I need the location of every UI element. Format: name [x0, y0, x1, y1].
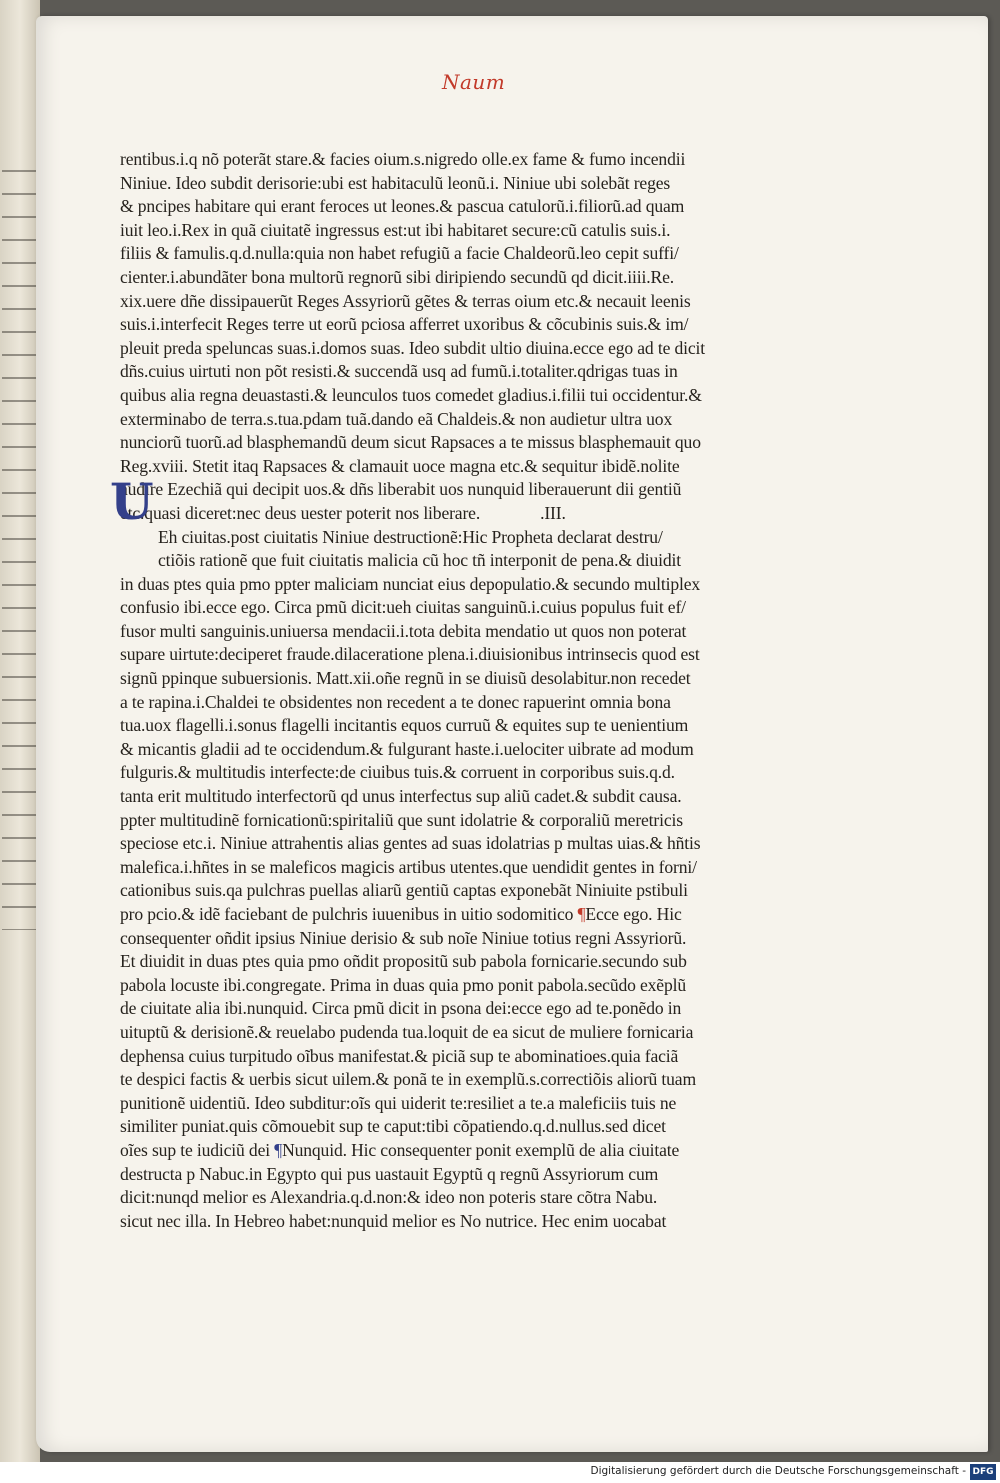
- text-line: suis.i.interfecit Reges terre ut eorũ pciosa afferret uxoribus & cõcubinis suis.& im/: [120, 314, 689, 335]
- text-line: nunciorũ tuorũ.ad blasphemandũ deum sicut Rapsaces a te missus blasphemauit quo: [120, 432, 701, 453]
- text-line: similiter puniat.quis cõmouebit sup te caput:tibi cõpatiendo.q.d.nullus.sed dicet: [120, 1116, 666, 1137]
- text-line: ctiõis rationẽ que fuit ciuitatis malicia cũ hoc tñ interponit de pena.& diuidit: [158, 550, 682, 571]
- text-line: supare uirtute:deciperet fraude.dilaceratione plena.i.diuisionibus intrinsecis quod est: [120, 644, 700, 665]
- text-line: de ciuitate alia ibi.nunquid. Circa pmũ dicit in psona dei:ecce ego ad te.ponẽdo in: [120, 998, 682, 1019]
- text-line: fusor multi sanguinis.uniuersa mendacii.i.tota debita mendatio ut quos non poterat: [120, 620, 687, 641]
- text-line: Et diuidit in duas ptes quia pmo oñdit propositũ sub pabola fornicarie.secundo sub: [120, 951, 687, 972]
- text-line: dephensa cuius turpitudo oĩbus manifestat.& piciã sup te abominatioes.quia faciã: [120, 1045, 679, 1066]
- text-line: malefica.i.hñtes in se maleficos magicis artibus utentes.que uendidit gentes in forni/: [120, 856, 697, 877]
- text-line: pro pcio.& idẽ faciebant de pulchris iuuenibus in uitio sodomitico ¶Ecce ego. Hic: [120, 904, 682, 924]
- facing-page-edge: [0, 0, 40, 1462]
- text-line: & pncipes habitare qui erant feroces ut leones.& pascua catulorũ.i.filiorũ.ad quam: [120, 196, 685, 217]
- text-line: audire Ezechiã qui decipit uos.& dñs liberabit uos nunquid liberauerunt dii gentiũ: [120, 479, 682, 500]
- paragraph-mark: ¶: [274, 1139, 283, 1160]
- footer-bar: [0, 1462, 1000, 1483]
- text-line: cationibus suis.qa pulchras puellas aliarũ gentiũ captas exponebãt Niniuite pstibuli: [120, 880, 688, 901]
- text-line: punitionẽ uidentiũ. Ideo subditur:oĩs qui uiderit te:resiliet a te.a maleficiis tuis ne: [120, 1092, 677, 1113]
- text-line: destructa p Nabuc.in Egypto qui pus uastauit Egyptũ q regnũ Assyriorum cum: [120, 1163, 659, 1184]
- text-line: dñs.cuius uirtuti non põt resisti.& succendã usq ad fumũ.i.totaliter.qdrigas tuas in: [120, 361, 678, 382]
- text-line: in duas ptes quia pmo ppter maliciam nunciat eius depopulatio.& secundo multiplex: [120, 573, 701, 594]
- running-head: Naum: [442, 70, 506, 94]
- text-line: ppter multitudinẽ fornicationũ:spiritaliũ que sunt idolatrie & corporaliũ meretricis: [120, 809, 683, 830]
- text-line: speciose etc.i. Niniue attrahentis alias gentes ad suas idolatrias p multas uias.& hñtis: [120, 833, 701, 854]
- text-line: Reg.xviii. Stetit itaq Rapsaces & clamauit uoce magna etc.& sequitur ibidẽ.nolite: [120, 455, 680, 476]
- text-line: Eh ciuitas.post ciuitatis Niniue destructionẽ:Hic Propheta declarat destru/: [158, 526, 663, 547]
- text-line-with-marker: [120, 502, 740, 526]
- text-line: consequenter oñdit ipsius Niniue derisio & sub noĩe Niniue totius regni Assyriorũ.: [120, 927, 687, 948]
- text-line: cienter.i.abundãter bona multorũ regnorũ sibi diripiendo secundũ qd dicit.iiii.Re.: [120, 266, 674, 287]
- text-line: quibus alia regna deuastasti.& leunculos tuos comedet gladius.i.filii tui occidentur.&: [120, 384, 702, 405]
- text-line-segment: etc.quasi diceret:nec deus uester poterit nos liberare.: [120, 502, 481, 523]
- text-line: pabola locuste ibi.congregate. Prima in duas quia pmo ponit pabola.secũdo exẽplũ: [120, 974, 686, 995]
- footer-credit: Digitalisierung gefördert durch die Deutsche Forschungsgemeinschaft -: [590, 1465, 966, 1477]
- text-line: exterminabo de terra.s.tua.pdam tuã.dando eã Chaldeis.& non audietur ultra uox: [120, 408, 673, 429]
- facing-page-text-bleed: [2, 170, 36, 930]
- text-line: rentibus.i.q nõ poterãt stare.& facies oium.s.nigredo olle.ex fame & fumo incendii: [120, 149, 686, 169]
- text-line: signũ ppinque subuersionis. Matt.xii.oñe regnũ in se diuisũ desolabitur.non recedet: [120, 668, 691, 689]
- text-line: xix.uere dñe dissipauerũt Reges Assyriorũ gẽtes & terras oium etc.& necauit leenis: [120, 290, 691, 311]
- text-line: confusio ibi.ecce ego. Circa pmũ dicit:ueh ciuitas sanguinũ.i.cuius populus fuit ef/: [120, 597, 686, 618]
- text-line: tanta erit multitudo interfectorũ qd unus interfectus sup aliũ cadet.& subdit causa.: [120, 786, 682, 807]
- text-line: uituptũ & derisionẽ.& reuelabo pudenda tua.loquit de ea sicut de muliere fornicaria: [120, 1021, 694, 1042]
- text-line: sicut nec illa. In Hebreo habet:nunquid melior es No nutrice. Hec enim uocabat: [120, 1210, 667, 1231]
- text-line: filiis & famulis.q.d.nulla:quia non habet refugiũ a facie Chaldeorũ.leo cepit suffi/: [120, 243, 679, 264]
- text-line: dicit:nunqd melior es Alexandria.q.d.non:& ideo non poteris stare cõtra Nabu.: [120, 1187, 658, 1208]
- paragraph-mark: ¶: [577, 904, 586, 924]
- text-line: fulguris.& multitudis interfecte:de ciuibus tuis.& corruent in corporibus suis.q.d.: [120, 762, 675, 783]
- text-line: tua.uox flagelli.i.sonus flagelli incitantis equos curruũ & equites sup te uenientium: [120, 715, 689, 736]
- text-line: oĩes sup te iudiciũ dei ¶Nunquid. Hic consequenter ponit exemplũ de alia ciuitate: [120, 1139, 680, 1160]
- text-line: te despici factis & uerbis sicut uilem.& ponã te in exemplũ.s.correctiõis aliorũ tuam: [120, 1069, 696, 1090]
- chapter-marker: .III.: [540, 502, 566, 523]
- body-text: [120, 148, 740, 1233]
- text-line: Niniue. Ideo subdit derisorie:ubi est habitaculũ leonũ.i. Niniue ubi solebãt reges: [120, 172, 671, 193]
- dfg-logo: DFG: [970, 1464, 996, 1480]
- text-line: iuit leo.i.Rex in quã ciuitatẽ ingressus est:ut ibi habitaret secure:cũ catulis suis.i.: [120, 219, 671, 240]
- text-line: pleuit preda speluncas suas.i.domos suas. Ideo subdit ultio diuina.ecce ego ad te dicit: [120, 337, 705, 358]
- text-line: a te rapina.i.Chaldei te obsidentes non recedent a te donec rapuerint omnia bona: [120, 691, 671, 712]
- decorated-initial: U: [110, 472, 154, 531]
- text-line: & micantis gladii ad te occidendum.& fulgurant haste.i.uelociter uibrate ad modum: [120, 738, 694, 759]
